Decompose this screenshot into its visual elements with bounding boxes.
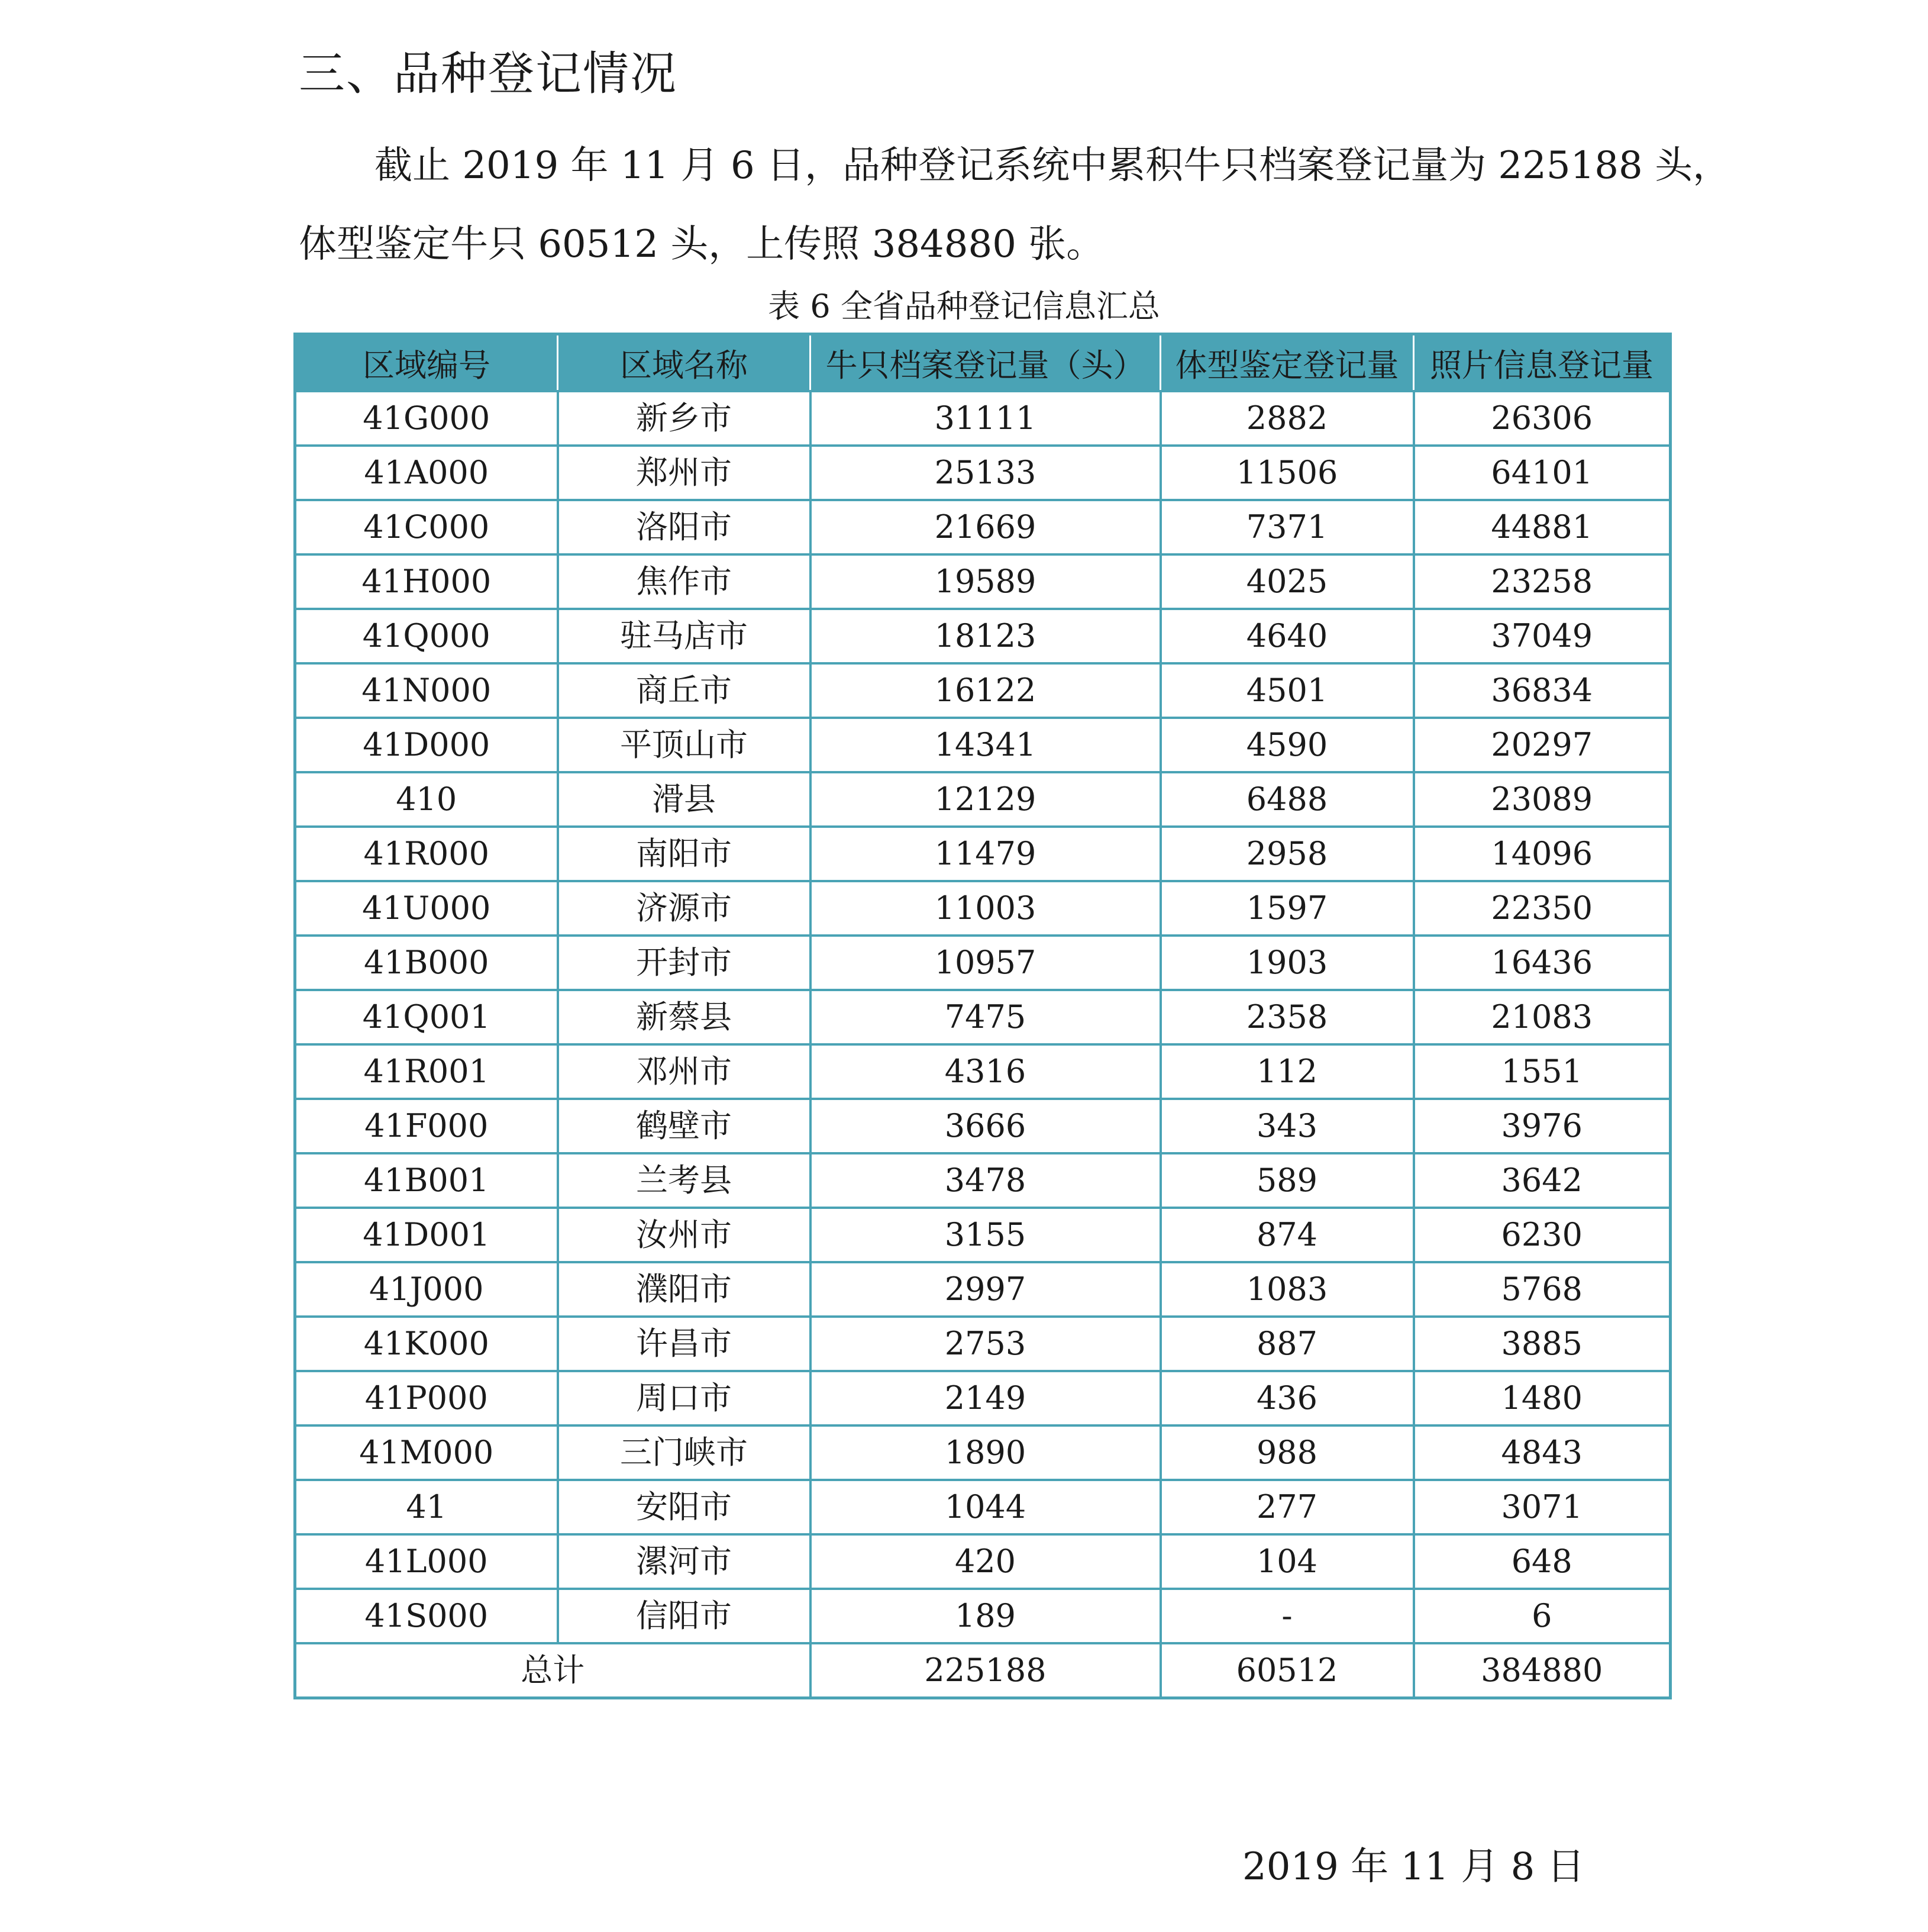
cell-region-name: 南阳市 [558,827,810,881]
table-row [295,1153,1671,1208]
cell-body-type-count: 1597 [1161,881,1414,936]
cell-photo-count: 22350 [1414,881,1671,936]
table-row [295,1589,1671,1643]
cell-archive-count: 16122 [810,663,1161,718]
table-row [295,827,1671,881]
cell-region-code: 41G000 [295,391,558,446]
cell-photo-count: 5768 [1414,1262,1671,1317]
cell-region-name: 济源市 [558,881,810,936]
cell-archive-count: 3155 [810,1208,1161,1262]
total-archives: 225188 [810,1643,1161,1698]
cell-region-name: 鹤壁市 [558,1099,810,1153]
section-heading: 三、品种登记情况 [299,47,678,101]
cell-body-type-count: 589 [1161,1153,1414,1208]
cell-body-type-count: 7371 [1161,500,1414,554]
table-row [295,1534,1671,1589]
cell-archive-count: 189 [810,1589,1161,1643]
table-row [295,554,1671,609]
cell-archive-count: 3666 [810,1099,1161,1153]
cell-photo-count: 3642 [1414,1153,1671,1208]
cell-photo-count: 36834 [1414,663,1671,718]
cell-photo-count: 14096 [1414,827,1671,881]
cell-region-name: 三门峡市 [558,1425,810,1480]
total-label: 总计 [295,1643,810,1698]
header-photo-count: 照片信息登记量 [1414,334,1671,392]
cell-photo-count: 37049 [1414,609,1671,663]
table-row [295,990,1671,1044]
cell-region-name: 开封市 [558,936,810,990]
cell-photo-count: 21083 [1414,990,1671,1044]
summary-line-1: 截止 2019 年 11 月 6 日，品种登记系统中累积牛只档案登记量为 225188 头， [374,144,1731,188]
cell-photo-count: 44881 [1414,500,1671,554]
cell-archive-count: 11003 [810,881,1161,936]
cell-body-type-count: 4501 [1161,663,1414,718]
table-row [295,1208,1671,1262]
cell-body-type-count: 2882 [1161,391,1414,446]
cell-region-name: 洛阳市 [558,500,810,554]
cell-archive-count: 1044 [810,1480,1161,1534]
table-total-row [295,1643,1671,1698]
cell-photo-count: 1480 [1414,1371,1671,1425]
cell-photo-count: 6230 [1414,1208,1671,1262]
table-caption: 表 6 全省品种登记信息汇总 [768,288,1160,325]
header-body-type-count: 体型鉴定登记量 [1161,334,1414,392]
cell-region-code: 41Q000 [295,609,558,663]
cell-region-code: 41C000 [295,500,558,554]
summary-line-2: 体型鉴定牛只 60512 头，上传照 384880 张。 [299,222,1105,266]
cell-archive-count: 2149 [810,1371,1161,1425]
cell-archive-count: 25133 [810,446,1161,500]
cell-region-name: 郑州市 [558,446,810,500]
cell-region-code: 41K000 [295,1317,558,1371]
cell-region-name: 兰考县 [558,1153,810,1208]
header-region-name: 区域名称 [558,334,810,392]
table-row [295,609,1671,663]
cell-region-code: 41H000 [295,554,558,609]
cell-region-code: 41S000 [295,1589,558,1643]
cell-photo-count: 23089 [1414,772,1671,827]
cell-region-name: 周口市 [558,1371,810,1425]
cell-body-type-count: 988 [1161,1425,1414,1480]
cell-archive-count: 3478 [810,1153,1161,1208]
cell-photo-count: 648 [1414,1534,1671,1589]
cell-region-code: 41J000 [295,1262,558,1317]
cell-body-type-count: 104 [1161,1534,1414,1589]
cell-region-name: 商丘市 [558,663,810,718]
cell-archive-count: 18123 [810,609,1161,663]
cell-region-code: 41N000 [295,663,558,718]
registration-summary-table [293,333,1672,1699]
cell-region-code: 41L000 [295,1534,558,1589]
cell-archive-count: 7475 [810,990,1161,1044]
cell-photo-count: 64101 [1414,446,1671,500]
table-row [295,936,1671,990]
cell-archive-count: 1890 [810,1425,1161,1480]
header-region-code: 区域编号 [295,334,558,392]
cell-archive-count: 19589 [810,554,1161,609]
table-row [295,1044,1671,1099]
cell-region-name: 信阳市 [558,1589,810,1643]
cell-photo-count: 20297 [1414,718,1671,772]
cell-body-type-count: 112 [1161,1044,1414,1099]
cell-body-type-count: 2358 [1161,990,1414,1044]
cell-body-type-count: 4640 [1161,609,1414,663]
cell-region-name: 驻马店市 [558,609,810,663]
cell-region-name: 濮阳市 [558,1262,810,1317]
cell-body-type-count: 1903 [1161,936,1414,990]
table-row [295,1099,1671,1153]
cell-photo-count: 3885 [1414,1317,1671,1371]
cell-region-name: 漯河市 [558,1534,810,1589]
cell-archive-count: 21669 [810,500,1161,554]
table-row [295,1425,1671,1480]
cell-region-name: 安阳市 [558,1480,810,1534]
cell-archive-count: 420 [810,1534,1161,1589]
cell-body-type-count: 277 [1161,1480,1414,1534]
cell-archive-count: 4316 [810,1044,1161,1099]
cell-photo-count: 23258 [1414,554,1671,609]
cell-region-code: 41D000 [295,718,558,772]
cell-photo-count: 4843 [1414,1425,1671,1480]
cell-region-code: 41B001 [295,1153,558,1208]
cell-region-code: 41Q001 [295,990,558,1044]
cell-archive-count: 12129 [810,772,1161,827]
cell-region-name: 平顶山市 [558,718,810,772]
cell-region-name: 滑县 [558,772,810,827]
table-row [295,663,1671,718]
table-row [295,391,1671,446]
table-header-row [295,334,1671,392]
cell-photo-count: 6 [1414,1589,1671,1643]
cell-archive-count: 31111 [810,391,1161,446]
cell-region-code: 41R000 [295,827,558,881]
total-photos: 384880 [1414,1643,1671,1698]
total-body-type: 60512 [1161,1643,1414,1698]
cell-region-code: 41 [295,1480,558,1534]
cell-region-code: 41B000 [295,936,558,990]
cell-body-type-count: - [1161,1589,1414,1643]
cell-archive-count: 14341 [810,718,1161,772]
cell-archive-count: 11479 [810,827,1161,881]
cell-region-code: 41F000 [295,1099,558,1153]
header-archive-count: 牛只档案登记量（头） [810,334,1161,392]
table-row [295,500,1671,554]
cell-photo-count: 1551 [1414,1044,1671,1099]
cell-region-code: 410 [295,772,558,827]
cell-photo-count: 3976 [1414,1099,1671,1153]
cell-photo-count: 3071 [1414,1480,1671,1534]
cell-region-name: 焦作市 [558,554,810,609]
cell-region-code: 41R001 [295,1044,558,1099]
cell-archive-count: 10957 [810,936,1161,990]
cell-body-type-count: 4025 [1161,554,1414,609]
table-row [295,1262,1671,1317]
cell-photo-count: 26306 [1414,391,1671,446]
table-row [295,1480,1671,1534]
cell-archive-count: 2997 [810,1262,1161,1317]
table-row [295,1317,1671,1371]
cell-region-name: 新乡市 [558,391,810,446]
cell-body-type-count: 343 [1161,1099,1414,1153]
cell-body-type-count: 4590 [1161,718,1414,772]
cell-body-type-count: 436 [1161,1371,1414,1425]
cell-photo-count: 16436 [1414,936,1671,990]
cell-region-name: 新蔡县 [558,990,810,1044]
cell-body-type-count: 1083 [1161,1262,1414,1317]
table-row [295,446,1671,500]
table-row [295,1371,1671,1425]
cell-region-code: 41P000 [295,1371,558,1425]
document-date: 2019 年 11 月 8 日 [1242,1845,1585,1889]
cell-region-code: 41A000 [295,446,558,500]
cell-body-type-count: 2958 [1161,827,1414,881]
cell-region-code: 41M000 [295,1425,558,1480]
cell-region-name: 汝州市 [558,1208,810,1262]
cell-body-type-count: 6488 [1161,772,1414,827]
cell-body-type-count: 874 [1161,1208,1414,1262]
cell-archive-count: 2753 [810,1317,1161,1371]
table-row [295,718,1671,772]
cell-body-type-count: 11506 [1161,446,1414,500]
cell-region-code: 41U000 [295,881,558,936]
cell-region-name: 邓州市 [558,1044,810,1099]
cell-region-code: 41D001 [295,1208,558,1262]
table-row [295,881,1671,936]
table-row [295,772,1671,827]
table-body [295,391,1671,1643]
cell-body-type-count: 887 [1161,1317,1414,1371]
cell-region-name: 许昌市 [558,1317,810,1371]
